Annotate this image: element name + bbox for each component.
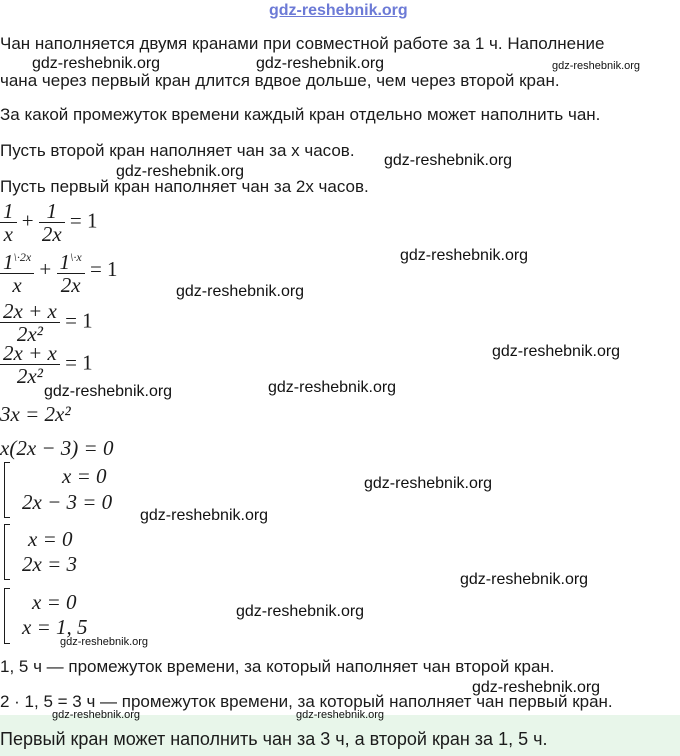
- equation-4: [0, 342, 93, 387]
- problem-line-1: Чан наполняется двумя кранами при совместной работе за 1 ч. Наполнение: [0, 34, 605, 53]
- system-3-line-1: x = 0: [32, 590, 77, 614]
- watermark: gdz-reshebnik.org: [256, 55, 385, 72]
- result-second-crane: 1, 5 ч — промежуток времени, за который наполняет чан второй кран.: [0, 657, 555, 676]
- eq1-num-2: 1: [39, 200, 65, 223]
- watermark: gdz-reshebnik.org: [268, 379, 397, 396]
- eq3-num: 2x + x: [0, 300, 60, 323]
- eq2-den-2: 2x: [60, 273, 81, 297]
- watermark: gdz-reshebnik.org: [400, 247, 529, 264]
- system-3-line-2: x = 1, 5: [22, 615, 88, 639]
- eq2-num-1: 1: [3, 250, 14, 274]
- result-first-crane: 2 · 1, 5 = 3 ч — промежуток времени, за который наполняет чан первый кран.: [0, 692, 613, 711]
- watermark: gdz-reshebnik.org: [60, 636, 149, 648]
- watermark: gdz-reshebnik.org: [236, 603, 365, 620]
- system-3-bracket: [4, 588, 10, 644]
- eq1-den-2: 2x: [41, 222, 62, 246]
- eq4-rhs: = 1: [65, 350, 93, 375]
- watermark: gdz-reshebnik.org: [52, 709, 141, 721]
- eq1-num-1: 1: [0, 200, 17, 223]
- system-2-bracket: [4, 524, 10, 580]
- watermark: gdz-reshebnik.org: [364, 475, 493, 492]
- answer-text: Первый кран может наполнить чан за 3 ч, а второй кран за 1, 5 ч.: [0, 729, 548, 749]
- eq4-num: 2x + x: [0, 342, 60, 365]
- watermark: gdz-reshebnik.org: [460, 571, 589, 588]
- watermark: gdz-reshebnik.org: [384, 152, 513, 169]
- system-1-line-2: 2x − 3 = 0: [22, 490, 113, 514]
- system-2-line-2: 2x = 3: [22, 552, 77, 576]
- watermark: gdz-reshebnik.org: [176, 283, 305, 300]
- equation-6: x(2x − 3) = 0: [0, 436, 114, 460]
- let-second-crane: Пусть второй кран наполняет чан за x часов.: [0, 141, 355, 160]
- eq3-den: 2x²: [16, 322, 43, 346]
- watermark: gdz-reshebnik.org: [32, 55, 161, 72]
- eq1-den-1: x: [3, 222, 13, 246]
- eq3-rhs: = 1: [65, 308, 93, 333]
- equation-1: $\frac{1}{x}$ + $\frac{1}{2x}$ = 1: [0, 200, 98, 245]
- watermark: gdz-reshebnik.org: [492, 343, 621, 360]
- watermark: gdz-reshebnik.org: [44, 383, 173, 400]
- watermark: gdz-reshebnik.org: [140, 507, 269, 524]
- eq2-rhs: = 1: [89, 256, 118, 281]
- watermark: gdz-reshebnik.org: [116, 163, 245, 180]
- let-first-crane: Пусть первый кран наполняет чан за 2x часов.: [0, 177, 369, 196]
- system-2-line-1: x = 0: [28, 527, 73, 551]
- problem-question: За какой промежуток времени каждый кран отдельно может наполнить чан.: [0, 105, 601, 124]
- system-1-line-1: x = 0: [62, 464, 107, 488]
- equation-3: [0, 300, 93, 345]
- eq4-den: 2x²: [16, 364, 43, 388]
- eq2-num-2: 1: [59, 250, 71, 274]
- site-link[interactable]: gdz-reshebnik.org: [269, 2, 408, 19]
- eq2-den-1: x: [12, 273, 22, 297]
- eq2-factor-1: \·2x: [13, 250, 32, 264]
- system-1-bracket: [4, 462, 10, 518]
- watermark: gdz-reshebnik.org: [296, 709, 385, 721]
- eq1-rhs: = 1: [69, 208, 98, 233]
- equation-2: $\frac{1^{\backslash\cdot 2x}}{x}$ + $\frac{1^{\backslash\cdot x}}{2x}$ = 1: [0, 246, 118, 296]
- watermark: gdz-reshebnik.org: [472, 679, 601, 696]
- watermark: gdz-reshebnik.org: [552, 60, 641, 72]
- problem-line-2: чана через первый кран длится вдвое дольше, чем через второй кран.: [0, 71, 560, 90]
- equation-5: 3x = 2x²: [0, 402, 71, 426]
- eq2-factor-2: \·x: [70, 250, 82, 264]
